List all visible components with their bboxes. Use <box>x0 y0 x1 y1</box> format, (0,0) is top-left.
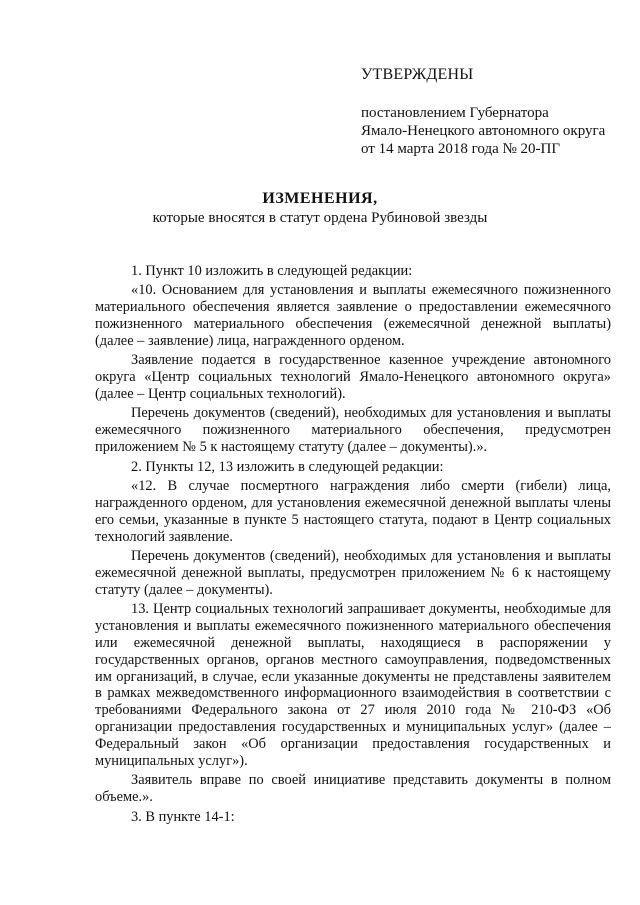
document-body <box>95 263 611 828</box>
paragraph-point-12: «12. В случае посмертного награждения либо смерти (гибели) лица, награжденного орденом, для установления ежемесячной денежной выплаты члены его семьи, указанные в пункте 5 настоящего статута, подают в Центр социальных технологий заявление. <box>95 477 611 545</box>
approval-line-decree: постановлением Губернатора <box>361 105 549 121</box>
paragraph-point-13: 13. Центр социальных технологий запрашивает документы, необходимые для установления и выплаты ежемесячного пожизненного материального обеспечения или ежемесячной денежной выплаты, находящиеся в распоряжении у государственных органов, органов местного самоуправления, подведомственных им организаций, в случае, если указанные документы не представлены заявителем в рамках межведомственного информационного взаимодействия в соответствии с требованиями Федерального закона от 27 июля 2010 года № 210-ФЗ «Об организации предоставления государственных и муниципальных услуг» (далее – Федеральный закон «Об организации предоставления государственных и муниципальных услуг»). <box>95 600 611 770</box>
paragraph-point-10: «10. Основанием для установления и выплаты ежемесячного пожизненного материального обеспечения является заявление о предоставлении ежемесячного пожизненного материального обеспечения (ежемесячной денежной выплаты) (далее – заявление) лица, награжденного орденом. <box>95 282 611 350</box>
approval-block <box>361 66 631 158</box>
paragraph-documents-list-5: Перечень документов (сведений), необходимых для установления и выплаты ежемесячного пожизненного материального обеспечения, предусмотрен приложением № 5 к настоящему статуту (далее – документы).». <box>95 405 611 456</box>
approval-line-region: Ямало-Ненецкого автономного округа <box>361 123 606 139</box>
paragraph-item-2: 2. Пункты 12, 13 изложить в следующей редакции: <box>131 458 444 475</box>
paragraph-documents-list-6: Перечень документов (сведений), необходимых для установления и выплаты ежемесячной денежной выплаты, предусмотрен приложением № 6 к настоящему статуту (далее – документы). <box>95 547 611 598</box>
document-title: ИЗМЕНЕНИЯ, <box>262 190 378 207</box>
paragraph-item-1: 1. Пункт 10 изложить в следующей редакции: <box>131 263 413 279</box>
document-subtitle: которые вносятся в статут ордена Рубиновой звезды <box>152 210 488 226</box>
approval-line-date: от 14 марта 2018 года № 20-ПГ <box>361 141 561 157</box>
paragraph-item-3: 3. В пункте 14-1: <box>131 808 235 825</box>
approval-title: УТВЕРЖДЕНЫ <box>361 66 474 83</box>
paragraph-application-filing: Заявление подается в государственное казенное учреждение автономного округа «Центр социальных технологий Ямало-Ненецкого автономного округа» (далее – Центр социальных технологий). <box>95 352 611 403</box>
paragraph-applicant-right: Заявитель вправе по своей инициативе представить документы в полном объеме.». <box>95 772 611 806</box>
